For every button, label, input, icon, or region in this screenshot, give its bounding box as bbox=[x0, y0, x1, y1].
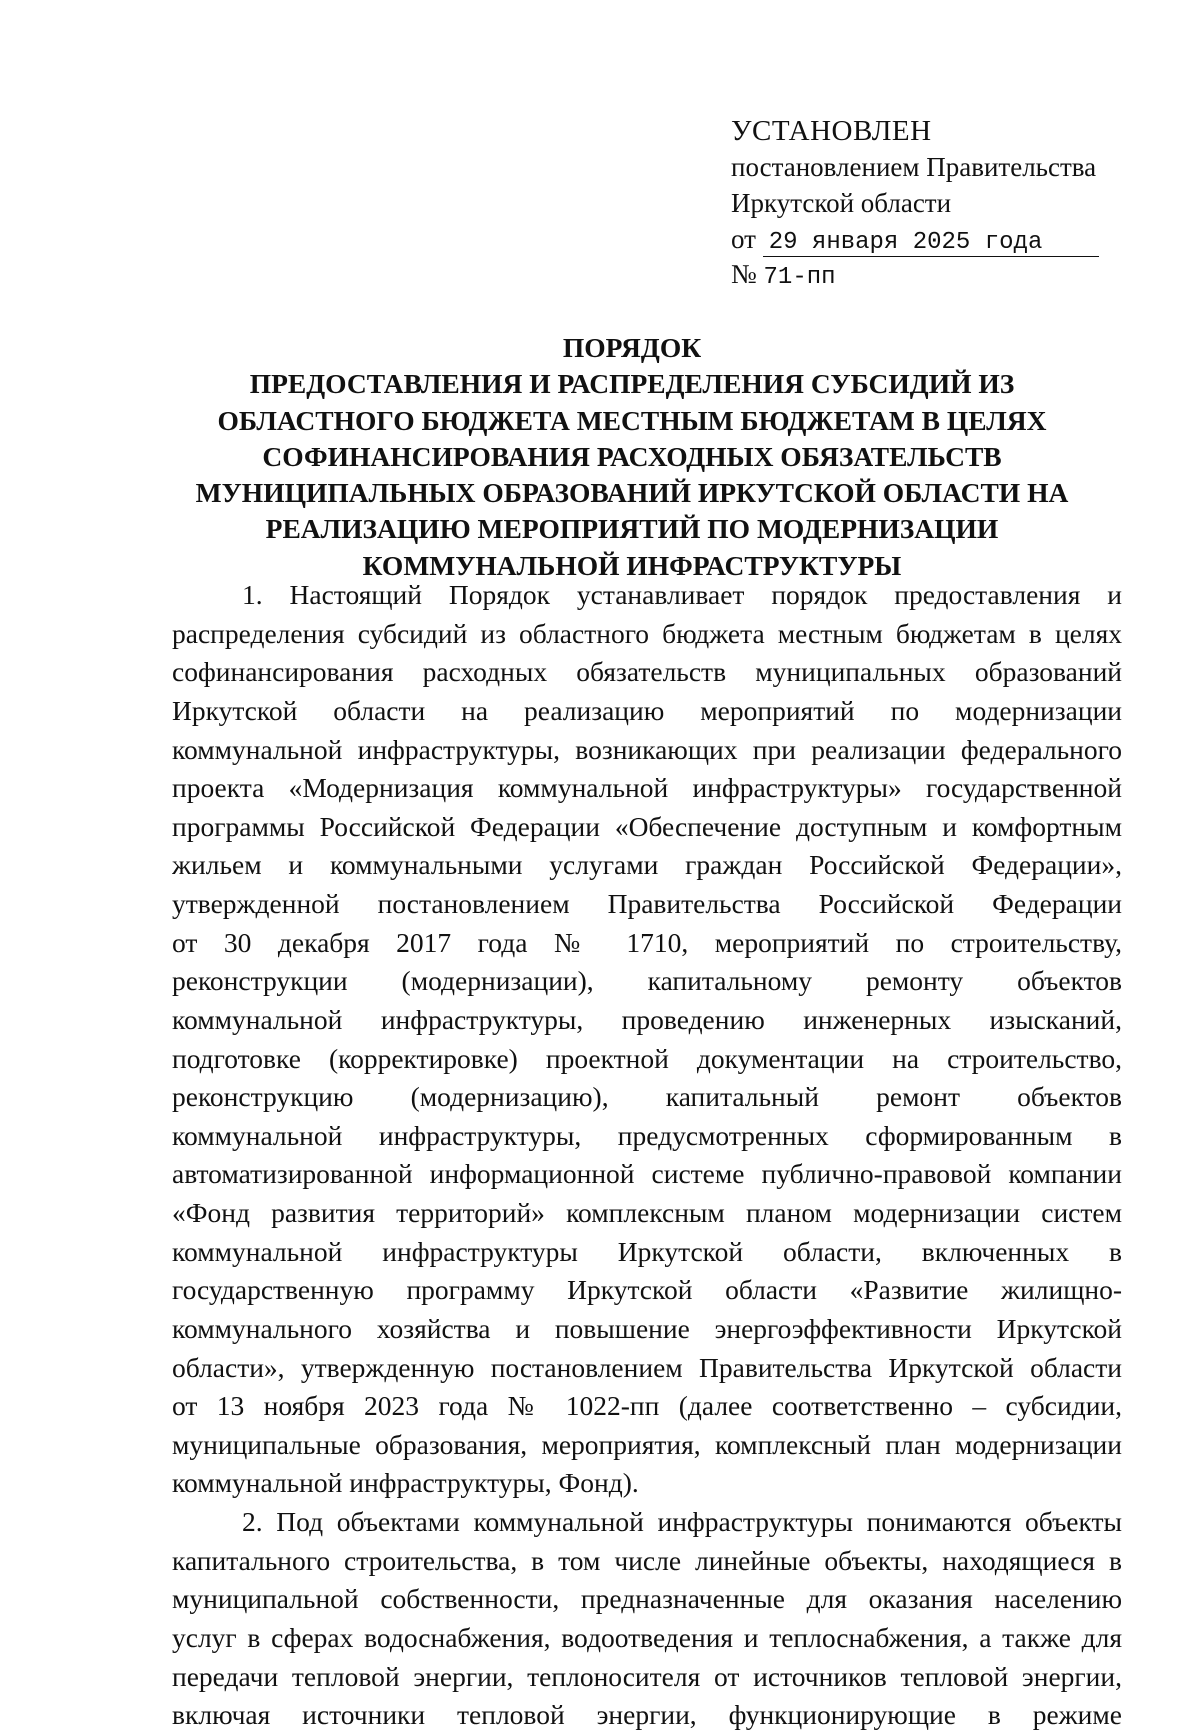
approval-number-value: 71-пп bbox=[763, 264, 836, 292]
paragraph-line: «Фонд развития территорий» комплексным планом модернизации систем bbox=[172, 1197, 1122, 1228]
title-line: СОФИНАНСИРОВАНИЯ РАСХОДНЫХ ОБЯЗАТЕЛЬСТВ bbox=[262, 440, 1002, 472]
paragraph-line: реконструкцию (модернизацию), капитальный ремонт объектов bbox=[172, 1081, 1122, 1113]
paragraph-line: области», утвержденную постановлением Правительства Иркутской области bbox=[172, 1351, 1122, 1383]
paragraph-line: 1. Настоящий Порядок устанавливает порядок предоставления и bbox=[242, 579, 1122, 610]
approval-heading: УСТАНОВЛЕН bbox=[731, 115, 932, 147]
paragraph-line: утвержденной постановлением Правительства Российской Федерации bbox=[172, 888, 1122, 919]
title-line: ПОРЯДОК bbox=[562, 332, 702, 363]
paragraph-line: коммунальной инфраструктуры, предусмотренных сформированным в bbox=[172, 1119, 1122, 1151]
approval-authority: постановлением Правительства bbox=[731, 152, 1097, 183]
paragraph-2 bbox=[172, 1503, 1122, 1735]
approval-date-value: 29 января 2025 года bbox=[763, 230, 1099, 257]
paragraph-line: коммунальной инфраструктуры, возникающих при реализации федерального bbox=[172, 733, 1122, 765]
paragraph-line: от 30 декабря 2017 года № 1710, мероприятий по строительству, bbox=[172, 926, 1122, 958]
approval-number-line bbox=[731, 257, 1111, 294]
paragraph-line: коммунальной инфраструктуры, проведению инженерных изысканий, bbox=[172, 1003, 1122, 1035]
paragraph-line: капитального строительства, в том числе линейные объекты, находящиеся в bbox=[172, 1544, 1122, 1576]
approval-date-line bbox=[731, 222, 1111, 258]
paragraph-line: автоматизированной информационной системе публично-правовой компании bbox=[172, 1158, 1122, 1190]
paragraph-line: 2. Под объектами коммунальной инфраструктуры понимаются объекты bbox=[242, 1506, 1122, 1537]
paragraph-line: подготовке (корректировке) проектной документации на строительство, bbox=[172, 1042, 1122, 1074]
paragraph-line: жильем и коммунальными услугами граждан Российской Федерации», bbox=[172, 849, 1122, 881]
paragraph-line: Иркутской области на реализацию мероприятий по модернизации bbox=[172, 694, 1122, 726]
paragraph-line: муниципальной собственности, предназначенные для оказания населению bbox=[172, 1583, 1122, 1615]
paragraph-line: включая источники тепловой энергии, функционирующие в режиме bbox=[172, 1699, 1122, 1731]
paragraph-line: проекта «Модернизация коммунальной инфраструктуры» государственной bbox=[172, 772, 1122, 804]
paragraph-line: реконструкции (модернизации), капитальному ремонту объектов bbox=[172, 965, 1122, 997]
paragraph-line: передачи тепловой энергии, теплоносителя от источников тепловой энергии, bbox=[172, 1660, 1122, 1692]
approval-stamp bbox=[731, 112, 1111, 294]
approval-date-prefix: от bbox=[731, 223, 756, 254]
title-line: МУНИЦИПАЛЬНЫХ ОБРАЗОВАНИЙ ИРКУТСКОЙ ОБЛАСТИ НА bbox=[195, 477, 1069, 509]
document-title bbox=[172, 330, 1092, 584]
paragraph-line: коммунальной инфраструктуры Иркутской области, включенных в bbox=[172, 1235, 1122, 1267]
paragraph-1 bbox=[172, 576, 1122, 1503]
document-body bbox=[172, 576, 1122, 1735]
paragraph-line: распределения субсидий из областного бюджета местным бюджетам в целях bbox=[172, 617, 1122, 649]
paragraph-line: государственную программу Иркутской области «Развитие жилищно- bbox=[172, 1274, 1122, 1306]
paragraph-line: программы Российской Федерации «Обеспечение доступным и комфортным bbox=[172, 810, 1122, 842]
title-line: ОБЛАСТНОГО БЮДЖЕТА МЕСТНЫМ БЮДЖЕТАМ В ЦЕЛЯХ bbox=[217, 404, 1047, 436]
title-line: КОММУНАЛЬНОЙ ИНФРАСТРУКТУРЫ bbox=[362, 549, 902, 581]
paragraph-line: софинансирования расходных обязательств муниципальных образований bbox=[172, 656, 1122, 688]
approval-region: Иркутской области bbox=[731, 187, 952, 218]
paragraph-line: коммунальной инфраструктуры, Фонд). bbox=[172, 1467, 639, 1499]
title-line: РЕАЛИЗАЦИЮ МЕРОПРИЯТИЙ ПО МОДЕРНИЗАЦИИ bbox=[265, 513, 999, 545]
paragraph-line: от 13 ноября 2023 года № 1022-пп (далее соответственно – субсидии, bbox=[172, 1390, 1122, 1422]
paragraph-line: услуг в сферах водоснабжения, водоотведения и теплоснабжения, а также для bbox=[172, 1621, 1122, 1653]
paragraph-line: коммунального хозяйства и повышение энергоэффективности Иркутской bbox=[172, 1312, 1122, 1344]
title-line: ПРЕДОСТАВЛЕНИЯ И РАСПРЕДЕЛЕНИЯ СУБСИДИЙ ИЗ bbox=[249, 368, 1015, 400]
approval-number-prefix: № bbox=[731, 259, 757, 290]
paragraph-line: муниципальные образования, мероприятия, комплексный план модернизации bbox=[172, 1428, 1122, 1460]
